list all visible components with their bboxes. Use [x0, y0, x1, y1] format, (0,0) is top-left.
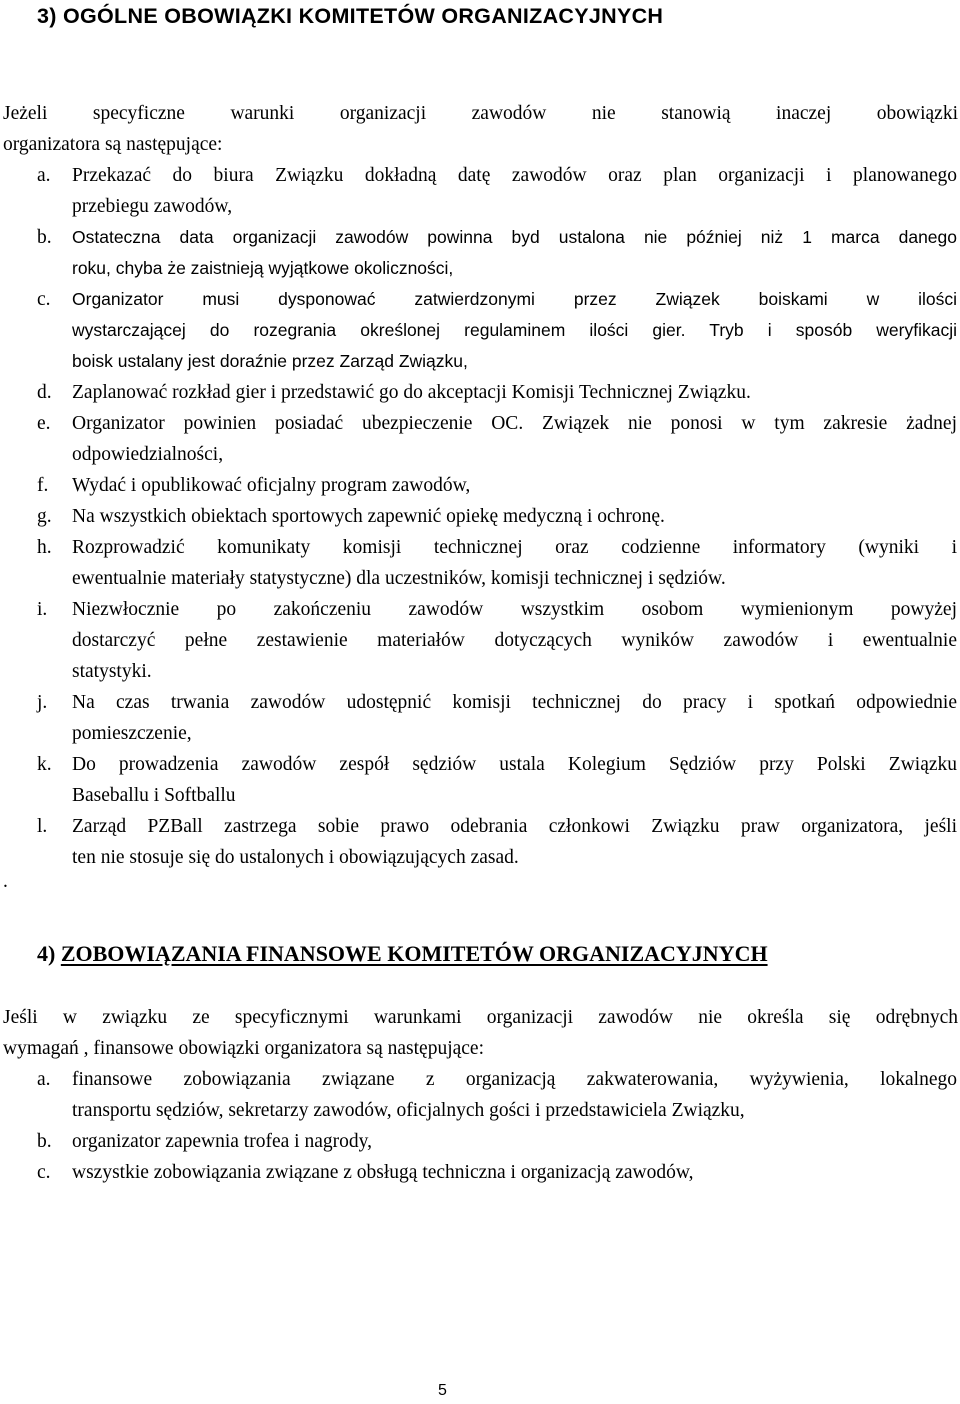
list-item-line: Do prowadzenia zawodów zespół sędziów ustala Kolegium Sędziów przy Polski Związku	[72, 754, 957, 775]
list-item-label: g.	[37, 506, 52, 527]
list-item	[37, 222, 957, 284]
list-item-text	[72, 1126, 957, 1157]
list-item-line: przebiegu zawodów,	[72, 196, 233, 217]
section-4-intro-line-2: wymagań , finansowe obowiązki organizatora są następujące:	[3, 1038, 485, 1059]
list-item-label: h.	[37, 537, 52, 558]
list-item-line: Wydać i opublikować oficjalny program zawodów,	[72, 475, 471, 496]
list-item-label: f.	[37, 475, 49, 496]
list-item-line: odpowiedzialności,	[72, 444, 224, 465]
list-item-text	[72, 408, 957, 470]
list-item-line: Zarząd PZBall zastrzega sobie prawo odebrania członkowi Związku praw organizatora, jeśli	[72, 816, 957, 837]
list-item	[37, 377, 957, 408]
list-item	[37, 1064, 957, 1126]
list-item-line: wszystkie zobowiązania związane z obsługą techniczna i organizacją zawodów,	[72, 1162, 694, 1183]
list-item-line: dostarczyć pełne zestawienie materiałów dotyczących wyników zawodów i ewentualnie	[72, 630, 957, 651]
list-item-line: transportu sędziów, sekretarzy zawodów, oficjalnych gości i przedstawiciela Związku,	[72, 1100, 745, 1121]
list-item-label: a.	[37, 165, 51, 186]
list-item-line: statystyki.	[72, 661, 152, 682]
list-item-line: Przekazać do biura Związku dokładną datę zawodów oraz plan organizacji i planowanego	[72, 165, 957, 186]
list-item-line: roku, chyba że zaistnieją wyjątkowe okoliczności,	[72, 258, 454, 278]
list-item-label: i.	[37, 599, 48, 620]
list-item-text	[72, 222, 957, 284]
section-4-list	[37, 1064, 957, 1188]
list-item-text	[72, 160, 957, 222]
list-item-label: k.	[37, 754, 52, 775]
list-item-label: e.	[37, 413, 51, 434]
list-item-line: pomieszczenie,	[72, 723, 192, 744]
list-item-line: Organizator powinien posiadać ubezpieczenie OC. Związek nie ponosi w tym zakresie żadnej	[72, 413, 957, 434]
list-item	[37, 501, 957, 532]
list-item-text	[72, 687, 957, 749]
list-item-line: organizator zapewnia trofea i nagrody,	[72, 1131, 372, 1152]
list-item	[37, 749, 957, 811]
list-item-label: c.	[37, 289, 51, 310]
list-item-text	[72, 532, 957, 594]
section-3-heading: 3) OGÓLNE OBOWIĄZKI KOMITETÓW ORGANIZACYJNYCH	[37, 4, 664, 28]
list-item-label: b.	[37, 1131, 52, 1152]
list-item-line: Ostateczna data organizacji zawodów powinna byd ustalona nie później niż 1 marca danego	[72, 227, 957, 247]
section-4-intro	[3, 1002, 958, 1064]
list-item-text	[72, 501, 957, 532]
list-item-text	[72, 1064, 957, 1126]
list-item	[37, 284, 957, 377]
section-3-list	[37, 160, 957, 873]
list-item-label: a.	[37, 1069, 51, 1090]
list-item-line: finansowe zobowiązania związane z organizacją zakwaterowania, wyżywienia, lokalnego	[72, 1069, 957, 1090]
section-4-heading-title: ZOBOWIĄZANIA FINANSOWE KOMITETÓW ORGANIZACYJNYCH	[60, 941, 768, 966]
list-item-label: b.	[37, 227, 52, 248]
section-4-intro-line-1: Jeśli w związku ze specyficznymi warunkami organizacji zawodów nie określa się odrębnych	[3, 1007, 958, 1028]
list-item	[37, 1126, 957, 1157]
list-item-line: Niezwłocznie po zakończeniu zawodów wszystkim osobom wymienionym powyżej	[72, 599, 957, 620]
list-item-label: j.	[37, 692, 48, 713]
list-item-text	[72, 811, 957, 873]
list-item-label: c.	[37, 1162, 51, 1183]
list-item-label: l.	[37, 816, 48, 837]
list-item-line: ten nie stosuje się do ustalonych i obowiązujących zasad.	[72, 847, 519, 868]
list-item-text	[72, 284, 957, 377]
section-3-intro-line-2: organizatora są następujące:	[3, 134, 223, 155]
list-item-line: Baseballu i Softballu	[72, 785, 236, 806]
list-item-line: Na czas trwania zawodów udostępnić komisji technicznej do pracy i spotkań odpowiednie	[72, 692, 957, 713]
section-3-intro	[3, 98, 958, 160]
list-item-line: Zaplanować rozkład gier i przedstawić go do akceptacji Komisji Technicznej Związku.	[72, 382, 751, 403]
section-4-heading	[37, 938, 768, 970]
list-item-line: Organizator musi dysponować zatwierdzonymi przez Związek boiskami w ilości	[72, 289, 957, 309]
list-item	[37, 594, 957, 687]
section-3-intro-line-1: Jeżeli specyficzne warunki organizacji zawodów nie stanowią inaczej obowiązki	[3, 103, 958, 124]
list-item	[37, 408, 957, 470]
list-item	[37, 811, 957, 873]
page-number: 5	[438, 1382, 447, 1399]
list-item-text	[72, 594, 957, 687]
list-item-text	[72, 377, 957, 408]
section-4-heading-number: 4)	[37, 941, 56, 966]
list-item-text	[72, 470, 957, 501]
list-item	[37, 160, 957, 222]
stray-dot: .	[3, 871, 8, 892]
list-item-text	[72, 749, 957, 811]
list-item-label: d.	[37, 382, 52, 403]
list-item	[37, 470, 957, 501]
list-item	[37, 532, 957, 594]
list-item	[37, 687, 957, 749]
list-item-line: boisk ustalany jest doraźnie przez Zarząd Związku,	[72, 351, 468, 371]
list-item-line: ewentualnie materiały statystyczne) dla uczestników, komisji technicznej i sędziów.	[72, 568, 726, 589]
list-item	[37, 1157, 957, 1188]
list-item-line: wystarczającej do rozegrania określonej regulaminem ilości gier. Tryb i sposób weryfikacji	[72, 320, 957, 340]
list-item-line: Na wszystkich obiektach sportowych zapewnić opiekę medyczną i ochronę.	[72, 506, 665, 527]
list-item-line: Rozprowadzić komunikaty komisji technicznej oraz codzienne informatory (wyniki i	[72, 537, 957, 558]
list-item-text	[72, 1157, 957, 1188]
